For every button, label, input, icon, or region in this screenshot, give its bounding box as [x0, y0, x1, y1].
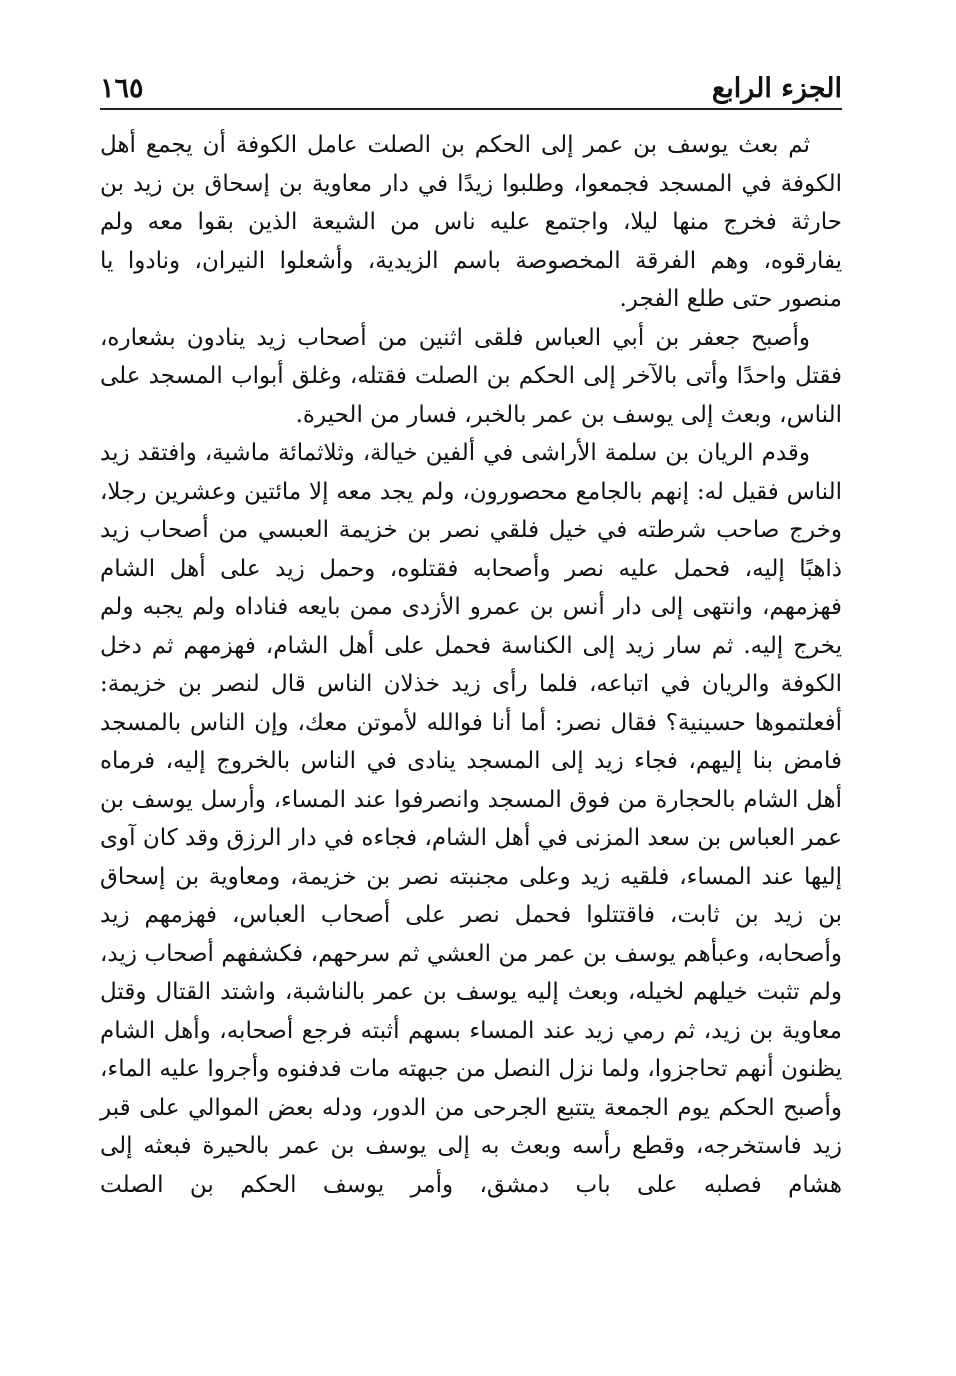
page-number: ١٦٥ [100, 73, 144, 104]
running-title: الجزء الرابع [711, 73, 842, 104]
page-header [100, 58, 842, 102]
paragraph-3: وقدم الريان بن سلمة الأراشى في ألفين خيالة، وثلاثمائة ماشية، وافتقد زيد الناس فقيل له: إنهم بالجامع محصورون، ولم يجد معه إلا مائتين وعشرين رجلا، وخرج صاحب شرطته في خيل فلقي نصر بن خزيمة العبسي من أصحاب زيد ذاهبًا إليه، فحمل عليه نصر وأصحابه فقتلوه، وحمل زيد على أهل الشام فهزمهم، وانتهى إلى دار أنس بن عمرو الأزدى ممن بايعه فناداه ولم يجبه ولم يخرج إليه. ثم سار زيد إلى الكناسة فحمل على أهل الشام، فهزمهم ثم دخل الكوفة والريان في اتباعه، فلما رأى زيد خذلان الناس قال لنصر بن خزيمة: أفعلتموها حسينية؟ فقال نصر: أما أنا فوالله لأموتن معك، وإن الناس بالمسجد فامض بنا إليهم، فجاء زيد إلى المسجد ينادى في الناس بالخروج إليه، فرماه أهل الشام بالحجارة من فوق المسجد وانصرفوا عند المساء، وأرسل يوسف بن عمر العباس بن سعد المزنى في أهل الشام، فجاءه في دار الرزق وقد كان آوى إليها عند المساء، فلقيه زيد وعلى مجنبته نصر بن خزيمة، ومعاوية بن إسحاق بن زيد بن ثابت، فاقتتلوا فحمل نصر على أصحاب العباس، فهزمهم زيد وأصحابه، وعبأهم يوسف بن عمر من العشي ثم سرحهم، فكشفهم أصحاب زيد، ولم تثبت خيلهم لخيله، وبعث إليه يوسف بن عمر بالناشبة، واشتد القتال وقتل معاوية بن زيد، ثم رمي زيد عند المساء بسهم أثبته فرجع أصحابه، وأهل الشام يظنون أنهم تحاجزوا، ولما نزل النصل من جبهته مات فدفنوه وأجروا عليه الماء، وأصبح الحكم يوم الجمعة يتتبع الجرحى من الدور، ودله بعض الموالي على قبر زيد فاستخرجه، وقطع رأسه وبعث به إلى يوسف بن عمر بالحيرة فبعثه إلى هشام فصلبه على باب دمشق، وأمر يوسف الحكم بن الصلت [100, 440, 842, 1198]
header-rule [100, 108, 842, 110]
paragraph-2: وأصبح جعفر بن أبي العباس فلقى اثنين من أصحاب زيد ينادون بشعاره، فقتل واحدًا وأتى بالآخر إلى الحكم بن الصلت فقتله، وغلق أبواب المسجد على الناس، وبعث إلى يوسف بن عمر بالخبر، فسار من الحيرة. [100, 324, 842, 428]
paragraph-1: ثم بعث يوسف بن عمر إلى الحكم بن الصلت عامل الكوفة أن يجمع أهل الكوفة في المسجد فجمعوا، وطلبوا زيدًا في دار معاوية بن إسحاق بن زيد بن حارثة فخرج منها ليلا، واجتمع عليه ناس من الشيعة الذين بقوا معه ولم يفارقوه، وهم الفرقة المخصوصة باسم الزيدية، وأشعلوا النيران، ونادوا يا منصور حتى طلع الفجر. [100, 132, 842, 312]
body-text [100, 126, 842, 1204]
